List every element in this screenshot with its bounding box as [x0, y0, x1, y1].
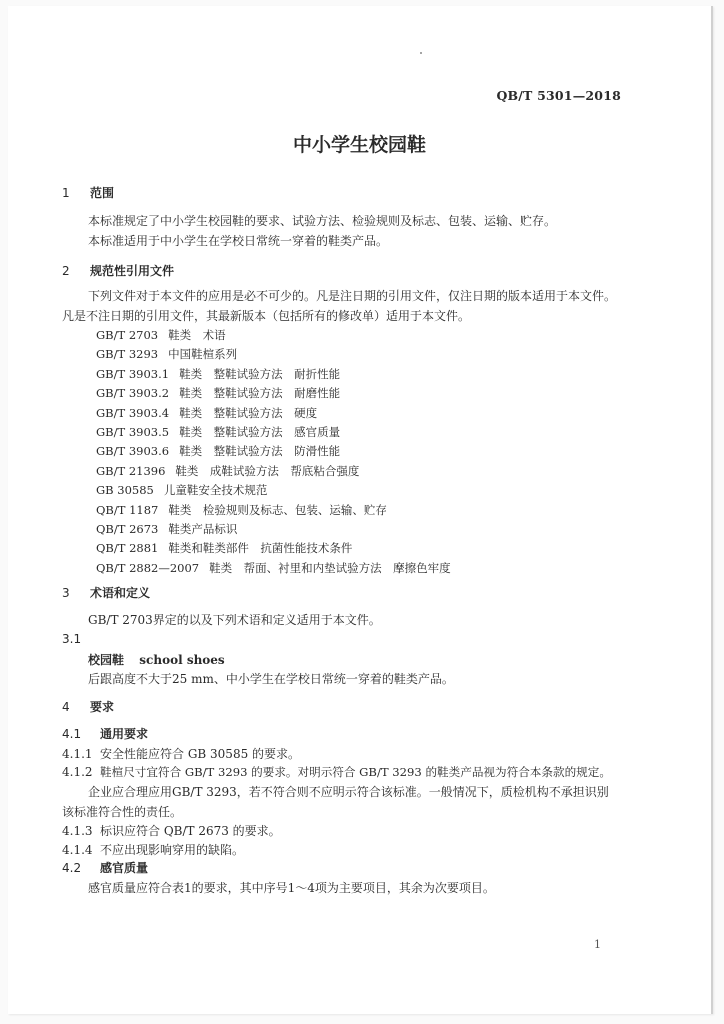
page-number: 1 — [594, 938, 601, 951]
reference-code: GB/T 3903.1 — [96, 366, 170, 381]
reference-code: QB/T 2881 — [96, 541, 159, 556]
scan-dot — [420, 52, 422, 54]
reference-code: GB/T 3903.6 — [96, 444, 170, 459]
terms-intro: GB/T 2703界定的以及下列术语和定义适用于本文件。 — [88, 613, 381, 627]
reference-code: QB/T 2882—2007 — [96, 560, 200, 575]
clause-4-1-2-note-line-1: 企业应合理应用GB/T 3293，若不符合则不应明示符合该标准。一般情况下，质检机构不承担识别 — [88, 785, 609, 799]
clause-number: 4.1.3 — [62, 824, 93, 838]
reference-item — [96, 521, 237, 537]
reference-title: 鞋类 成鞋试验方法 帮底粘合强度 — [175, 463, 360, 478]
subclause-4-2-heading — [62, 859, 148, 876]
reference-title: 鞋类 帮面、衬里和内垫试验方法 摩擦色牢度 — [209, 560, 451, 575]
reference-title: 鞋类 整鞋试验方法 感官质量 — [179, 425, 341, 439]
reference-code: GB 30585 — [96, 483, 154, 498]
section-title: 规范性引用文件 — [90, 264, 175, 278]
reference-code: GB/T 2703 — [96, 328, 159, 342]
section-heading-terms — [62, 584, 150, 601]
reference-title: 鞋类和鞋类部件 抗菌性能技术条件 — [168, 541, 353, 556]
normative-intro-line-1: 下列文件对于本文件的应用是必不可少的。凡是注日期的引用文件，仅注日期的版本适用于本文件。 — [88, 289, 617, 303]
reference-item — [96, 463, 359, 479]
reference-item — [96, 540, 352, 556]
reference-code: GB/T 3903.4 — [96, 405, 170, 420]
clause-4-1-1 — [62, 745, 300, 762]
standard-code: QB/T 5301—2018 — [496, 88, 621, 103]
reference-item — [96, 405, 317, 421]
scope-paragraph-2: 本标准适用于中小学生在学校日常统一穿着的鞋类产品。 — [88, 234, 389, 248]
clause-4-1-4 — [62, 841, 244, 858]
reference-item — [96, 346, 237, 362]
reference-title: 儿童鞋安全技术规范 — [163, 483, 268, 498]
reference-item — [96, 424, 340, 440]
term-entry — [88, 651, 225, 668]
clause-number: 4.1 — [62, 727, 82, 741]
section-title: 术语和定义 — [90, 586, 151, 600]
section-number: 1 — [62, 186, 70, 200]
clause-text: 标识应符合 QB/T 2673 的要求。 — [100, 824, 281, 838]
term-definition: 后跟高度不大于25 mm、中小学生在学校日常统一穿着的鞋类产品。 — [88, 672, 454, 686]
clause-number: 4.2 — [62, 861, 82, 875]
reference-code: GB/T 3903.2 — [96, 386, 170, 401]
reference-title: 鞋类产品标识 — [168, 522, 238, 536]
section-number: 3 — [62, 586, 70, 600]
reference-title: 鞋类 整鞋试验方法 防滑性能 — [179, 444, 341, 459]
reference-item — [96, 560, 451, 576]
reference-code: GB/T 3903.5 — [96, 425, 170, 439]
clause-4-1-2 — [62, 764, 611, 780]
reference-title: 鞋类 检验规则及标志、包装、运输、贮存 — [168, 502, 387, 517]
section-heading-normative-references — [62, 262, 174, 279]
clause-text: 不应出现影响穿用的缺陷。 — [100, 843, 245, 857]
section-number: 2 — [62, 264, 70, 278]
reference-item — [96, 385, 340, 401]
subclause-4-1-heading — [62, 725, 148, 742]
reference-title: 中国鞋楦系列 — [168, 347, 238, 362]
reference-code: QB/T 1187 — [96, 502, 159, 517]
term-english: school shoes — [139, 653, 225, 667]
clause-title: 感官质量 — [100, 861, 149, 875]
normative-intro-line-2: 凡是不注日期的引用文件，其最新版本（包括所有的修改单）适用于本文件。 — [62, 309, 471, 323]
reference-code: QB/T 2673 — [96, 522, 159, 536]
reference-title: 鞋类 术语 — [168, 328, 226, 342]
document-title: 中小学生校园鞋 — [292, 134, 426, 156]
reference-code: GB/T 21396 — [96, 463, 166, 478]
reference-item — [96, 327, 226, 343]
clause-4-1-3 — [62, 822, 281, 839]
clause-4-1-2-note-line-2: 该标准符合性的责任。 — [62, 805, 183, 819]
section-title: 范围 — [90, 186, 115, 200]
reference-title: 鞋类 整鞋试验方法 耐磨性能 — [179, 386, 341, 401]
clause-number: 4.1.1 — [62, 747, 93, 761]
section-title: 要求 — [90, 700, 115, 714]
section-number: 4 — [62, 700, 70, 714]
clause-title: 通用要求 — [100, 727, 149, 741]
term-number: 3.1 — [62, 632, 82, 646]
clause-4-2-text: 感官质量应符合表1的要求，其中序号1～4项为主要项目，其余为次要项目。 — [88, 881, 495, 895]
reference-title: 鞋类 整鞋试验方法 硬度 — [179, 405, 318, 420]
reference-item — [96, 482, 267, 498]
reference-code: GB/T 3293 — [96, 347, 159, 362]
scope-paragraph-1: 本标准规定了中小学生校园鞋的要求、试验方法、检验规则及标志、包装、运输、贮存。 — [88, 214, 557, 228]
reference-title: 鞋类 整鞋试验方法 耐折性能 — [179, 366, 341, 381]
clause-text: 鞋楦尺寸宜符合 GB/T 3293 的要求。对明示符合 GB/T 3293 的鞋类产品视为符合本条款的规定。 — [100, 765, 611, 779]
clause-text: 安全性能应符合 GB 30585 的要求。 — [100, 747, 301, 761]
section-heading-scope — [62, 184, 114, 201]
clause-number: 4.1.2 — [62, 765, 93, 779]
reference-item — [96, 502, 387, 518]
reference-item — [96, 366, 340, 382]
section-heading-requirements — [62, 698, 114, 715]
clause-number: 4.1.4 — [62, 843, 93, 857]
reference-item — [96, 443, 340, 459]
term-chinese: 校园鞋 — [88, 653, 125, 667]
document-page — [8, 6, 713, 1014]
